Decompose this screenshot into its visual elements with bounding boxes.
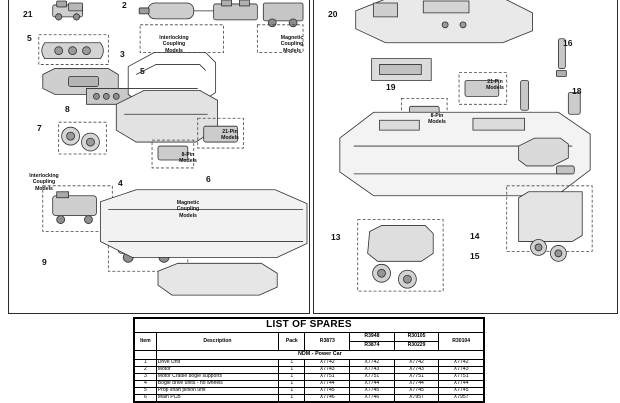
cell-item: 2 bbox=[135, 367, 157, 374]
group-label-21pin-right: 21-Pin Models bbox=[486, 79, 504, 92]
group-label-8pin-right: 8-Pin Models bbox=[428, 113, 446, 126]
part-group-vertical-bar bbox=[521, 39, 567, 111]
cell-p4: X7742 bbox=[439, 360, 484, 367]
group-label-magnetic-coupling-top: Magnetic Coupling Models bbox=[280, 35, 304, 54]
list-of-spares-table bbox=[133, 317, 485, 403]
header-item: Item bbox=[135, 333, 157, 351]
callout-15: 15 bbox=[470, 251, 480, 261]
header-pack: Pack bbox=[279, 333, 305, 351]
exploded-diagram-right-panel bbox=[313, 0, 618, 314]
header-product-r30104: R30104 bbox=[439, 333, 484, 351]
cell-item: 4 bbox=[135, 381, 157, 388]
table-title-row bbox=[135, 319, 484, 333]
part-group-wheels bbox=[59, 122, 107, 154]
cell-p3: X7743 bbox=[394, 367, 439, 374]
callout-16: 16 bbox=[563, 38, 573, 48]
cell-p1: X7745 bbox=[305, 388, 350, 395]
table-row bbox=[135, 360, 484, 367]
table-row bbox=[135, 395, 484, 402]
cell-description: Main PCB bbox=[156, 395, 278, 402]
cell-p4: X7744 bbox=[439, 381, 484, 388]
cell-p3: X7957 bbox=[394, 395, 439, 402]
cell-p2: X7743 bbox=[350, 367, 395, 374]
cell-p1: X7742 bbox=[305, 360, 350, 367]
cell-p4: X7957 bbox=[439, 395, 484, 402]
callout-19: 19 bbox=[386, 82, 396, 92]
cell-p4: X7743 bbox=[439, 367, 484, 374]
header-product-r3874: R3874 bbox=[350, 342, 395, 351]
group-label-8pin-left: 8-Pin Models bbox=[179, 152, 197, 165]
cell-item: 3 bbox=[135, 374, 157, 381]
part-group-motor bbox=[139, 0, 303, 27]
cell-p1: X7751 bbox=[305, 374, 350, 381]
cell-description: Motor Cradle bogie supports bbox=[156, 374, 278, 381]
cell-description: Motor bbox=[156, 367, 278, 374]
callout-5b: 5 bbox=[140, 66, 145, 76]
header-product-r3873: R3873 bbox=[305, 333, 350, 351]
cell-p3: X7751 bbox=[394, 374, 439, 381]
callout-7: 7 bbox=[37, 123, 42, 133]
cell-p2: X7744 bbox=[350, 381, 395, 388]
cell-p4: X7751 bbox=[439, 374, 484, 381]
cell-p1: X7744 bbox=[305, 381, 350, 388]
header-product-r30229: R30229 bbox=[394, 342, 439, 351]
callout-9: 9 bbox=[42, 257, 47, 267]
callout-14: 14 bbox=[470, 231, 480, 241]
table-group-row bbox=[135, 351, 484, 360]
part-group-coupler-assembly-left bbox=[53, 192, 97, 224]
group-label-interlocking-coupling-top: Interlocking Coupling Models bbox=[159, 35, 189, 54]
cell-p3: X7742 bbox=[394, 360, 439, 367]
callout-13: 13 bbox=[331, 232, 341, 242]
part-group-coupler-left bbox=[53, 1, 83, 20]
callout-8: 8 bbox=[65, 104, 70, 114]
header-description: Description bbox=[156, 333, 278, 351]
cell-p1: X7743 bbox=[305, 367, 350, 374]
part-group-roof-plate bbox=[356, 0, 533, 43]
cell-item: 1 bbox=[135, 360, 157, 367]
callout-2: 2 bbox=[122, 0, 127, 10]
exploded-diagram-left-panel bbox=[8, 0, 310, 314]
cell-p4: X7745 bbox=[439, 388, 484, 395]
callout-5a: 5 bbox=[27, 33, 32, 43]
cell-p3: X7744 bbox=[394, 381, 439, 388]
cell-p2: X7745 bbox=[350, 388, 395, 395]
group-label-21pin-left: 21-Pin Models bbox=[221, 129, 239, 142]
header-product-r3948: R3948 bbox=[350, 333, 395, 342]
part-group-bogie-right bbox=[358, 220, 443, 292]
spares-table bbox=[134, 318, 484, 402]
table-row bbox=[135, 388, 484, 395]
cell-item: 5 bbox=[135, 388, 157, 395]
callout-3: 3 bbox=[120, 49, 125, 59]
cell-p2: X7742 bbox=[350, 360, 395, 367]
cell-pack: 1 bbox=[279, 395, 305, 402]
cell-item: 6 bbox=[135, 395, 157, 402]
cell-p2: X7751 bbox=[350, 374, 395, 381]
callout-6: 6 bbox=[206, 174, 211, 184]
group-header-ndm-power-car: NDM - Power Car bbox=[156, 351, 483, 360]
callout-20: 20 bbox=[328, 9, 338, 19]
part-group-bottom-right-module bbox=[507, 186, 592, 262]
cell-description: Prop shaft pinion unit bbox=[156, 388, 278, 395]
cell-p1: X7746 bbox=[305, 395, 350, 402]
spares-title: LIST OF SPARES bbox=[135, 319, 484, 333]
group-label-magnetic-coupling-bottom: Magnetic Coupling Models bbox=[176, 200, 200, 219]
part-group-bogie-a bbox=[42, 43, 104, 59]
cell-description: Bogie drive units - no wheels bbox=[156, 381, 278, 388]
callout-21: 21 bbox=[23, 9, 33, 19]
header-product-r30105: R30105 bbox=[394, 333, 439, 342]
callout-4: 4 bbox=[118, 178, 123, 188]
callout-18: 18 bbox=[572, 86, 582, 96]
cell-pack: 1 bbox=[279, 374, 305, 381]
cell-p2: X7746 bbox=[350, 395, 395, 402]
part-group-top-pcb bbox=[372, 59, 432, 81]
cell-pack: 1 bbox=[279, 360, 305, 367]
cell-pack: 1 bbox=[279, 381, 305, 388]
table-header-row bbox=[135, 333, 484, 342]
cell-pack: 1 bbox=[279, 367, 305, 374]
cell-pack: 1 bbox=[279, 388, 305, 395]
cell-p3: X7745 bbox=[394, 388, 439, 395]
cell-description: Drive Unit bbox=[156, 360, 278, 367]
group-label-interlocking-coupling-bottom: Interlocking Coupling Models bbox=[29, 173, 59, 192]
